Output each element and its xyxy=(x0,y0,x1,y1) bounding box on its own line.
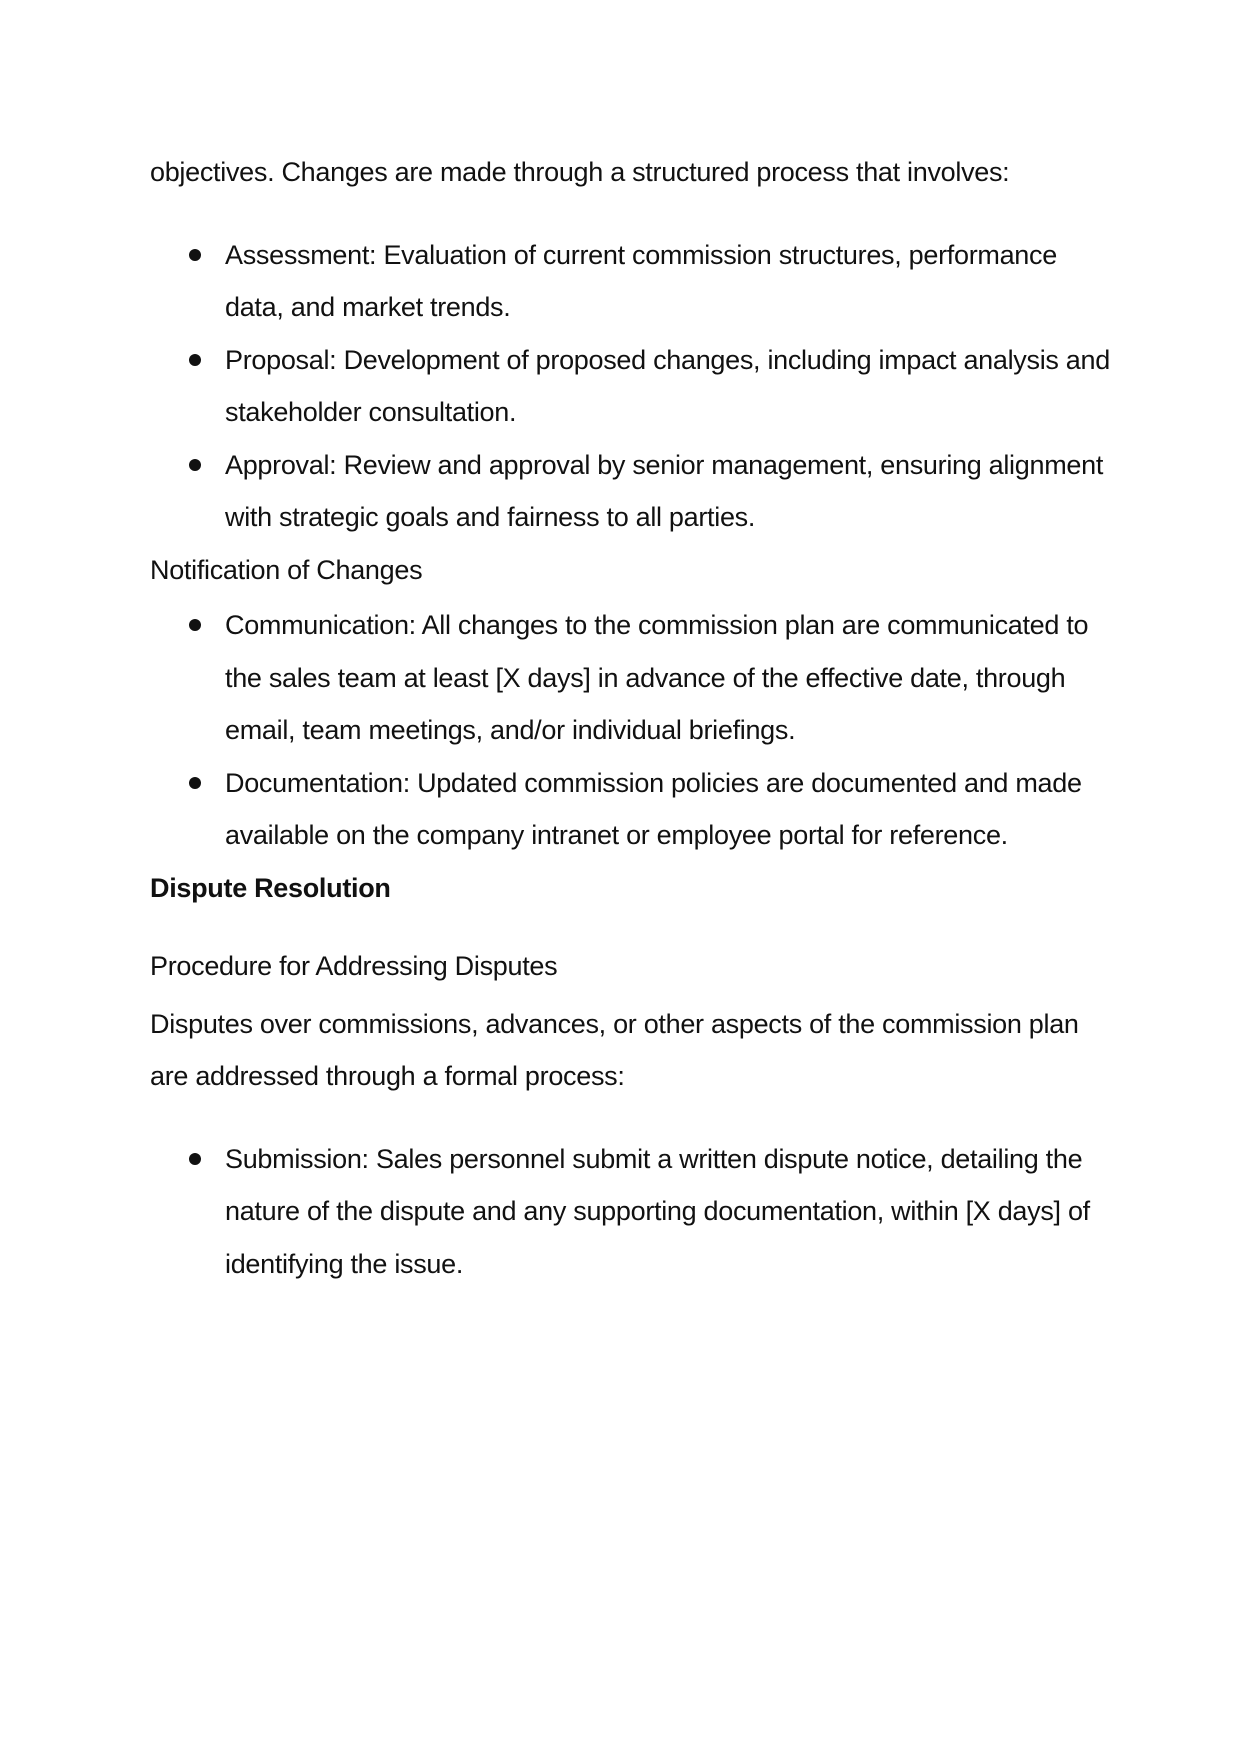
list-item-assessment xyxy=(225,229,1110,334)
process-list xyxy=(150,229,1110,544)
bullet-icon xyxy=(189,1153,201,1165)
procedure-list xyxy=(150,1133,1110,1291)
list-item-documentation xyxy=(225,757,1110,862)
bullet-icon xyxy=(189,777,201,789)
list-item-text: Approval: Review and approval by senior management, ensuring alignment with strategic goals and fairness to all parties. xyxy=(225,449,1104,532)
notification-heading: Notification of Changes xyxy=(150,554,423,585)
dispute-resolution-heading: Dispute Resolution xyxy=(150,872,391,903)
intro-paragraph: objectives. Changes are made through a structured process that involves: xyxy=(150,157,1010,187)
list-item-text: Communication: All changes to the commission plan are communicated to the sales team at least [X days] in advance of the effective date, through email, team meetings, and/or individual briefings. xyxy=(225,610,1089,745)
procedure-heading: Procedure for Addressing Disputes xyxy=(150,951,558,981)
list-item-submission xyxy=(225,1133,1110,1291)
document-page xyxy=(150,146,1110,1290)
bullet-icon xyxy=(189,249,201,261)
list-item-communication xyxy=(225,599,1110,757)
list-item-proposal xyxy=(225,334,1110,439)
list-item-text: Proposal: Development of proposed changes, including impact analysis and stakeholder consultation. xyxy=(225,344,1110,427)
procedure-paragraph: Disputes over commissions, advances, or other aspects of the commission plan are addressed through a formal process: xyxy=(150,1008,1079,1091)
list-item-text: Assessment: Evaluation of current commission structures, performance data, and market trends. xyxy=(225,239,1057,322)
list-item-approval xyxy=(225,439,1110,544)
bullet-icon xyxy=(189,459,201,471)
bullet-icon xyxy=(189,354,201,366)
notification-list xyxy=(150,599,1110,862)
list-item-text: Submission: Sales personnel submit a written dispute notice, detailing the nature of the dispute and any supporting documentation, within [X days] of identifying the issue. xyxy=(225,1143,1090,1279)
list-item-text: Documentation: Updated commission policies are documented and made available on the company intranet or employee portal for reference. xyxy=(225,767,1082,850)
bullet-icon xyxy=(189,619,201,631)
